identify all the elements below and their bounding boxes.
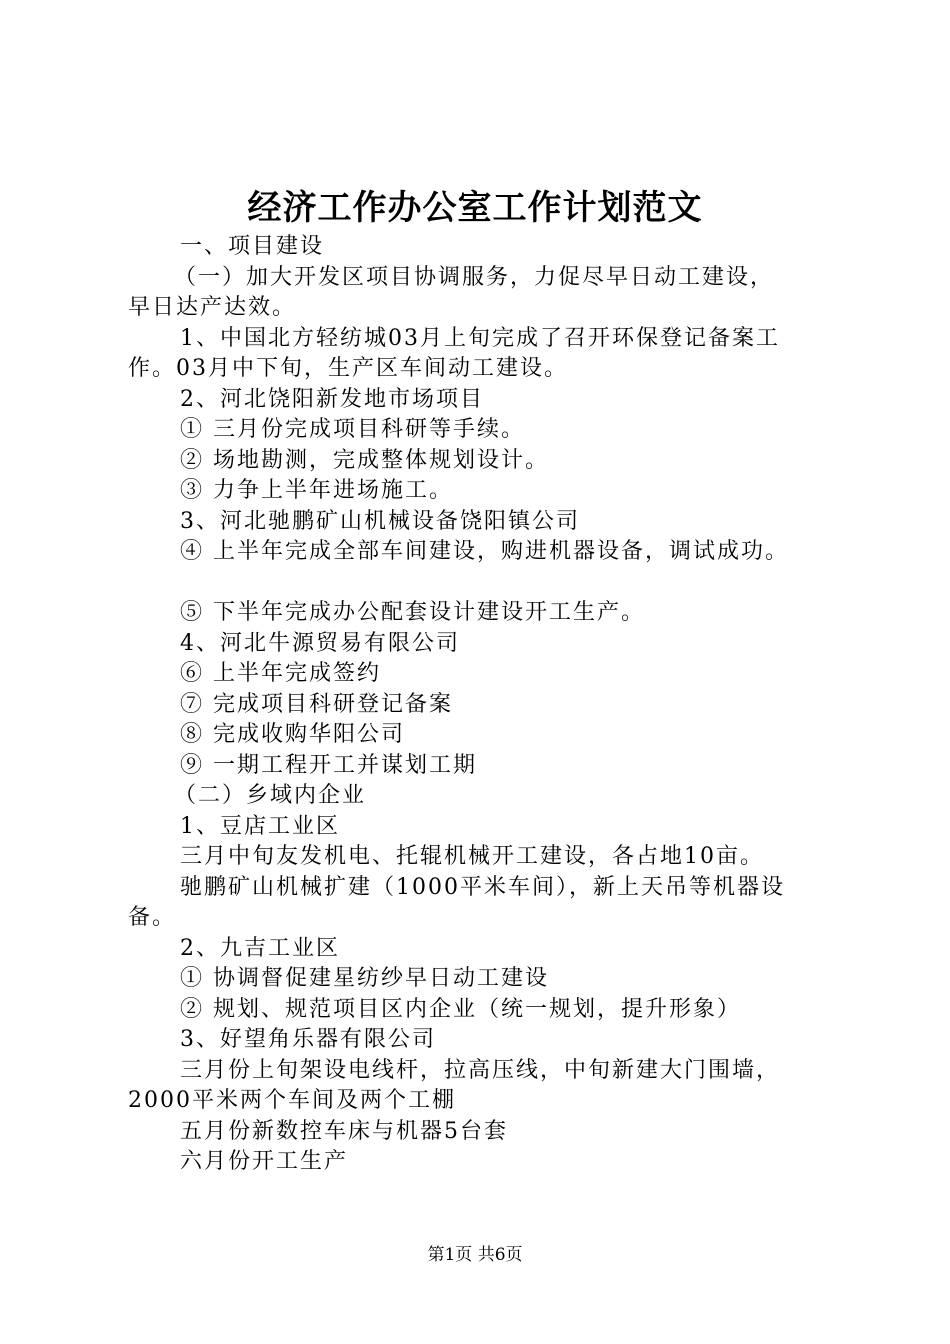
text-line: ② 规划、规范项目区内企业（统一规划，提升形象） bbox=[180, 996, 741, 1022]
text-line: ⑧ 完成收购华阳公司 bbox=[180, 722, 405, 747]
text-line: 六月份开工生产 bbox=[180, 1149, 349, 1174]
text-line: 一、项目建设 bbox=[180, 234, 325, 259]
text-line: （二）乡域内企业 bbox=[174, 783, 367, 808]
text-line: 2、九吉工业区 bbox=[180, 935, 340, 961]
text-line: ⑦ 完成项目科研登记备案 bbox=[180, 691, 453, 717]
text-line: 作。03月中下旬，生产区车间动工建设。 bbox=[128, 356, 568, 381]
text-line: 三月中旬友发机电、托辊机械开工建设，各占地10亩。 bbox=[180, 844, 764, 869]
text-line: 1、中国北方轻纺城03月上旬完成了召开环保登记备案工 bbox=[180, 325, 780, 351]
text-line: ⑤ 下半年完成办公配套设计建设开工生产。 bbox=[180, 600, 645, 625]
document-body bbox=[128, 232, 838, 1178]
text-line: 五月份新数控车床与机器5台套 bbox=[180, 1118, 508, 1144]
text-line: 3、好望角乐器有限公司 bbox=[180, 1027, 436, 1052]
text-line: ③ 力争上半年进场施工。 bbox=[180, 478, 453, 503]
text-line: 备。 bbox=[128, 905, 177, 930]
text-line: 4、河北牛源贸易有限公司 bbox=[180, 630, 460, 656]
text-line: 1、豆店工业区 bbox=[180, 813, 340, 839]
text-line: 早日达产达效。 bbox=[128, 295, 297, 320]
text-line: ② 场地勘测，完成整体规划设计。 bbox=[180, 447, 549, 473]
text-line: 2000平米两个车间及两个工棚 bbox=[128, 1088, 456, 1113]
blank-line bbox=[128, 568, 838, 599]
text-line: ⑨ 一期工程开工并谋划工期 bbox=[180, 752, 477, 778]
text-line: （一）加大开发区项目协调服务，力促尽早日动工建设， bbox=[174, 264, 775, 290]
text-line: ① 协调督促建星纺纱早日动工建设 bbox=[180, 966, 549, 991]
text-line: ① 三月份完成项目科研等手续。 bbox=[180, 417, 525, 442]
text-line: ④ 上半年完成全部车间建设，购进机器设备，调试成功。 bbox=[180, 539, 789, 564]
page-footer: 第1页 共6页 bbox=[427, 1245, 523, 1265]
text-line: ⑥ 上半年完成签约 bbox=[180, 661, 381, 686]
text-line: 驰鹏矿山机械扩建（1000平米车间），新上天吊等机器设 bbox=[180, 874, 785, 900]
document-title: 经济工作办公室工作计划范文 bbox=[247, 188, 703, 228]
text-line: 3、河北驰鹏矿山机械设备饶阳镇公司 bbox=[180, 508, 580, 534]
text-line: 三月份上旬架设电线杆，拉高压线，中旬新建大门围墙， bbox=[180, 1057, 781, 1083]
text-line: 2、河北饶阳新发地市场项目 bbox=[180, 386, 484, 412]
